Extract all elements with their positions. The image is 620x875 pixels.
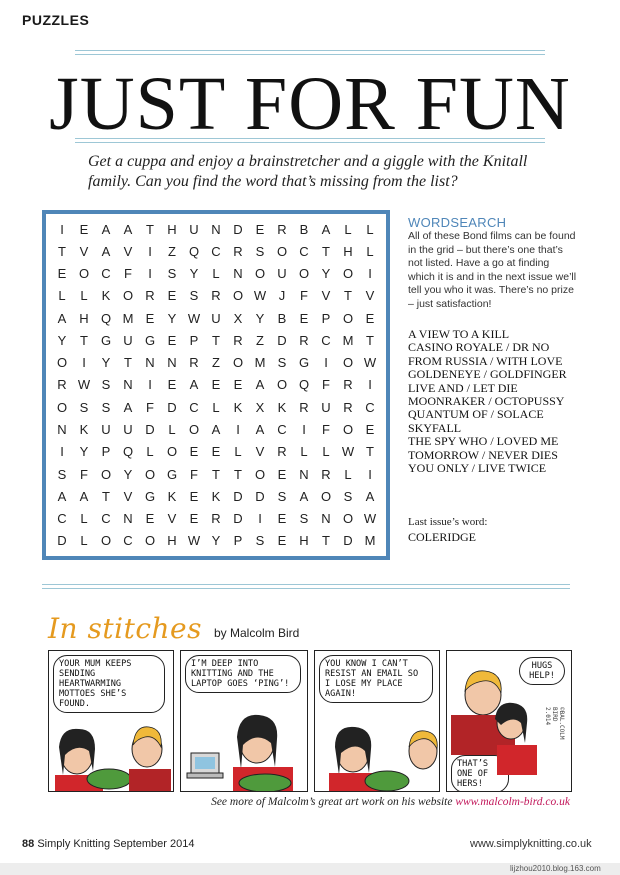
grid-letter: A (299, 488, 309, 504)
grid-letter: V (123, 243, 133, 259)
speech-bubble: I’M DEEP INTO KNITTING AND THE LAPTOP GOES ‘PING’! (185, 655, 301, 693)
grid-letter: F (322, 377, 330, 393)
grid-letter: H (167, 533, 177, 549)
grid-letter: F (300, 288, 308, 304)
grid-letter: S (277, 355, 287, 371)
grid-letter: U (189, 221, 199, 237)
grid-letter: O (342, 511, 354, 527)
grid-letter: T (124, 355, 132, 371)
grid-letter: Y (167, 310, 177, 326)
grid-letter: I (368, 466, 372, 482)
grid-letter: K (167, 488, 177, 504)
grid-letter: V (167, 511, 177, 527)
grid-letter: C (211, 243, 221, 259)
grid-letter: R (343, 399, 353, 415)
grid-letter: O (276, 243, 288, 259)
grid-letter: L (344, 221, 352, 237)
grid-letter: A (101, 243, 111, 259)
grid-letter: Y (255, 310, 265, 326)
grid-letter: P (101, 444, 111, 460)
grid-letter: A (57, 488, 67, 504)
grid-letter: H (167, 221, 177, 237)
last-issue-label: Last issue’s word: (408, 516, 488, 528)
grid-letter: O (254, 266, 266, 282)
grid-letter: E (255, 221, 265, 237)
grid-letter: Y (101, 355, 111, 371)
grid-letter: Y (189, 266, 199, 282)
grid-letter: T (102, 488, 110, 504)
comic-art-2 (181, 651, 308, 792)
grid-letter: K (233, 399, 243, 415)
grid-letter: T (146, 221, 154, 237)
grid-letter: T (212, 466, 220, 482)
grid-letter: L (212, 399, 220, 415)
comic-byline: by Malcolm Bird (214, 626, 300, 640)
grid-letter: Y (123, 466, 133, 482)
grid-letter: O (188, 422, 200, 438)
grid-letter: D (233, 511, 243, 527)
grid-letter: R (57, 377, 67, 393)
grid-letter: O (56, 399, 68, 415)
comic-panel-4 (446, 650, 572, 792)
footer-website: www.simplyknitting.co.uk (470, 838, 592, 850)
wordsearch-grid (42, 210, 390, 560)
grid-letter: G (298, 355, 310, 371)
film-item: GOLDENEYE / GOLDFINGER (408, 367, 567, 382)
grid-letter: I (148, 266, 152, 282)
grid-letter: D (233, 488, 243, 504)
speech-bubble: YOU KNOW I CAN’T RESIST AN EMAIL SO I LOSE MY PLACE AGAIN! (319, 655, 433, 703)
grid-letter: B (277, 310, 287, 326)
grid-letter: I (148, 243, 152, 259)
grid-letter: L (234, 444, 242, 460)
grid-letter: I (236, 422, 240, 438)
grid-letter: D (233, 221, 243, 237)
grid-letter: M (254, 355, 266, 371)
grid-letter: W (363, 511, 377, 527)
film-item: SKYFALL (408, 420, 462, 435)
grid-letter: K (211, 488, 221, 504)
grid-letter: E (211, 444, 221, 460)
film-item: QUANTUM OF / SOLACE (408, 407, 544, 422)
comic-panel-1 (48, 650, 174, 792)
grid-letter: O (276, 377, 288, 393)
grid-letter: I (302, 422, 306, 438)
grid-letter: O (100, 466, 112, 482)
grid-letter: V (123, 488, 133, 504)
grid-letter: A (57, 310, 67, 326)
grid-letter: N (299, 466, 309, 482)
grid-letter: L (80, 288, 88, 304)
grid-letter: R (145, 288, 155, 304)
grid-letter: X (255, 399, 265, 415)
comic-art-1 (49, 651, 174, 792)
grid-letter: E (57, 266, 67, 282)
grid-letter: Y (211, 533, 221, 549)
grid-letter: A (123, 221, 133, 237)
grid-letter: R (189, 355, 199, 371)
grid-letter: G (100, 332, 112, 348)
grid-letter: P (321, 310, 331, 326)
grid-letter: J (278, 288, 286, 304)
website-promo (0, 796, 570, 808)
film-item: MOONRAKER / OCTOPUSSY (408, 394, 565, 409)
grid-letter: V (79, 243, 89, 259)
grid-letter: E (167, 332, 177, 348)
grid-letter: G (144, 332, 156, 348)
grid-letter: S (255, 243, 265, 259)
grid-letter: U (277, 266, 287, 282)
grid-letter: R (343, 377, 353, 393)
grid-letter: U (321, 399, 331, 415)
grid-letter: M (364, 533, 376, 549)
grid-letter: N (233, 266, 243, 282)
grid-letter: E (299, 310, 309, 326)
grid-letter: E (189, 511, 199, 527)
grid-letter: L (80, 533, 88, 549)
grid-letter: C (277, 422, 287, 438)
grid-letter: Y (79, 444, 89, 460)
grid-letter: F (146, 399, 154, 415)
grid-letter: A (255, 422, 265, 438)
grid-letter: O (144, 466, 156, 482)
grid-letter: G (144, 488, 156, 504)
grid-letter: O (144, 533, 156, 549)
grid-letter: V (321, 288, 331, 304)
grid-letter: N (57, 422, 67, 438)
intro-text: Get a cuppa and enjoy a brainstretcher and a giggle with the Knitall family. Can you find the word that’s missing from the list? (88, 153, 528, 190)
film-item: LIVE AND / LET DIE (408, 380, 518, 395)
film-item: TOMORROW / NEVER DIES (408, 447, 558, 462)
grid-letter: O (100, 533, 112, 549)
grid-letter: Q (298, 377, 310, 393)
grid-letter: E (167, 377, 177, 393)
last-issue-word: COLERIDGE (408, 530, 476, 544)
grid-letter: X (233, 310, 243, 326)
grid-letter: O (342, 266, 354, 282)
grid-letter: U (123, 332, 133, 348)
grid-letter: Z (256, 332, 264, 348)
grid-letter: D (277, 332, 287, 348)
grid-letter: S (343, 488, 353, 504)
grid-letter: D (57, 533, 67, 549)
film-item: FROM RUSSIA / WITH LOVE (408, 353, 563, 368)
grid-letter: S (189, 288, 199, 304)
grid-letter: P (233, 533, 243, 549)
website-promo-text: See more of Malcolm’s great art work on his website (211, 796, 453, 808)
grid-letter: E (79, 221, 89, 237)
grid-letter: L (212, 266, 220, 282)
grid-letter: W (253, 288, 267, 304)
grid-letter: L (146, 444, 154, 460)
grid-letter: R (277, 444, 287, 460)
grid-letter: N (321, 511, 331, 527)
grid-letter: E (365, 310, 375, 326)
speech-bubble-secondary: THAT’S ONE OF HERS! (451, 755, 509, 792)
grid-letter: T (80, 332, 88, 348)
grid-letter: T (212, 332, 220, 348)
grid-letter: Q (122, 444, 134, 460)
grid-letter: A (79, 488, 89, 504)
grid-letter: R (321, 466, 331, 482)
section-label: PUZZLES (22, 12, 90, 28)
title-rule (75, 138, 545, 143)
grid-letter: T (366, 444, 374, 460)
film-item: CASINO ROYALE / DR NO (408, 340, 550, 355)
grid-letter: T (234, 466, 242, 482)
grid-letter: C (57, 511, 67, 527)
grid-letter: Z (212, 355, 220, 371)
grid-letter: S (167, 266, 177, 282)
grid-letter: N (167, 355, 177, 371)
grid-letter: H (343, 243, 353, 259)
grid-letter: M (342, 332, 354, 348)
grid-letter: D (343, 533, 353, 549)
grid-letter: N (123, 511, 133, 527)
grid-letter: W (187, 533, 201, 549)
grid-letter: S (101, 377, 111, 393)
comic-panel-2 (180, 650, 308, 792)
wordsearch-title: WORDSEARCH (408, 215, 507, 230)
grid-letter: L (322, 444, 330, 460)
grid-letter: I (60, 444, 64, 460)
grid-letter: O (342, 310, 354, 326)
grid-letter: O (320, 488, 332, 504)
grid-letter: M (122, 310, 134, 326)
grid-letter: A (189, 377, 199, 393)
artist-website-link[interactable]: www.malcolm-bird.co.uk (455, 796, 570, 808)
grid-letter: C (101, 511, 111, 527)
grid-letter: N (145, 355, 155, 371)
grid-letter: S (79, 399, 89, 415)
grid-letter: A (365, 488, 375, 504)
grid-letter: I (258, 511, 262, 527)
grid-letter: L (366, 243, 374, 259)
grid-letter: O (78, 266, 90, 282)
watermark-text: lijzhou2010.blog.163.com (510, 864, 601, 873)
grid-letter: V (255, 444, 265, 460)
grid-letter: I (148, 377, 152, 393)
grid-letter: W (341, 444, 355, 460)
grid-letter: U (101, 422, 111, 438)
grid-letter: S (101, 399, 111, 415)
grid-letter: P (189, 332, 199, 348)
grid-letter: G (166, 466, 178, 482)
grid-letter: Q (188, 243, 200, 259)
grid-letter: O (166, 444, 178, 460)
grid-letter: E (277, 511, 287, 527)
grid-letter: L (300, 444, 308, 460)
grid-letter: E (211, 377, 221, 393)
grid-letter: C (101, 266, 111, 282)
grid-letter: R (211, 288, 221, 304)
grid-letter: F (190, 466, 198, 482)
grid-letter: R (233, 332, 243, 348)
grid-letter: F (124, 266, 132, 282)
grid-letter: U (123, 422, 133, 438)
speech-bubble: HUGS HELP! (519, 657, 565, 685)
grid-letter: A (211, 422, 221, 438)
grid-letter: E (167, 288, 177, 304)
grid-letter: W (187, 310, 201, 326)
wordsearch-description: All of these Bond films can be found in the grid – but there’s one that’s not listed. Have a go at finding which it is and in the next issue we’ll tell you who it was. There’s no prize – just satisfaction! (408, 230, 577, 310)
grid-letter: F (80, 466, 88, 482)
grid-letter: E (189, 444, 199, 460)
grid-letter: O (342, 355, 354, 371)
grid-letter: D (145, 422, 155, 438)
grid-letter: C (189, 399, 199, 415)
magazine-issue: Simply Knitting September 2014 (37, 838, 195, 850)
grid-letter: O (298, 266, 310, 282)
grid-letter: W (363, 355, 377, 371)
grid-letter: T (344, 288, 352, 304)
grid-letter: O (342, 422, 354, 438)
grid-letter: E (145, 511, 155, 527)
grid-letter: R (299, 399, 309, 415)
grid-letter: L (58, 288, 66, 304)
grid-letter: S (299, 511, 309, 527)
grid-letter: S (277, 488, 287, 504)
grid-letter: E (277, 533, 287, 549)
film-list (408, 328, 608, 475)
grid-letter: C (321, 332, 331, 348)
grid-letter: I (368, 377, 372, 393)
grid-letter: Z (168, 243, 176, 259)
grid-letter: Y (57, 332, 67, 348)
film-item: THE SPY WHO / LOVED ME (408, 434, 559, 449)
grid-letter: C (365, 399, 375, 415)
grid-letter: O (254, 466, 266, 482)
grid-letter: A (255, 377, 265, 393)
artist-signature: ©BAL.COLM BIRD 2.014 (544, 707, 565, 740)
grid-letter: E (145, 310, 155, 326)
grid-letter: I (60, 221, 64, 237)
grid-letter: O (56, 355, 68, 371)
grid-letter: Q (100, 310, 112, 326)
grid-letter: K (277, 399, 287, 415)
grid-letter: T (322, 243, 330, 259)
grid-letter: F (322, 422, 330, 438)
page-number: 88 (22, 838, 35, 850)
grid-letter: R (211, 511, 221, 527)
film-item: YOU ONLY / LIVE TWICE (408, 461, 547, 476)
grid-letter: A (123, 399, 133, 415)
comic-art-3 (315, 651, 440, 792)
grid-letter: E (365, 422, 375, 438)
grid-letter: N (211, 221, 221, 237)
grid-letter: V (365, 288, 375, 304)
grid-letter: B (299, 221, 309, 237)
grid-letter: O (122, 288, 134, 304)
grid-letter: A (321, 221, 331, 237)
grid-letter: T (58, 243, 66, 259)
grid-letter: H (299, 533, 309, 549)
grid-letter: O (232, 355, 244, 371)
grid-letter: I (324, 355, 328, 371)
footer-left (22, 838, 194, 850)
comic-rule (42, 584, 570, 589)
grid-letter: R (233, 243, 243, 259)
grid-letter: E (189, 488, 199, 504)
grid-letter: E (233, 377, 243, 393)
grid-letter: T (366, 332, 374, 348)
comic-title: In stitches (48, 612, 202, 645)
grid-letter: L (168, 422, 176, 438)
grid-letter: C (299, 243, 309, 259)
grid-letter: I (82, 355, 86, 371)
grid-letter: E (277, 466, 287, 482)
grid-letter: S (57, 466, 67, 482)
grid-letter: Y (321, 266, 331, 282)
grid-letter: C (123, 533, 133, 549)
grid-letter: K (101, 288, 111, 304)
grid-letter: L (80, 511, 88, 527)
grid-letter: R (299, 332, 309, 348)
film-item: A VIEW TO A KILL (408, 327, 510, 341)
grid-letter: O (232, 288, 244, 304)
grid-letter: L (344, 466, 352, 482)
top-rule (75, 50, 545, 55)
grid-letter: R (277, 221, 287, 237)
grid-letter: A (101, 221, 111, 237)
comic-panel-3 (314, 650, 440, 792)
speech-bubble: YOUR MUM KEEPS SENDING HEARTWARMING MOTTOES SHE’S FOUND. (53, 655, 165, 713)
grid-letter: D (167, 399, 177, 415)
page-title: JUST FOR FUN (49, 62, 571, 146)
grid-letter: I (368, 266, 372, 282)
grid-letter: H (79, 310, 89, 326)
grid-letter: S (255, 533, 265, 549)
grid-letter: T (322, 533, 330, 549)
grid-letter: U (211, 310, 221, 326)
grid-letter: K (79, 422, 89, 438)
grid-letter: W (77, 377, 91, 393)
grid-letter: L (366, 221, 374, 237)
grid-letter: D (255, 488, 265, 504)
grid-letter: N (123, 377, 133, 393)
